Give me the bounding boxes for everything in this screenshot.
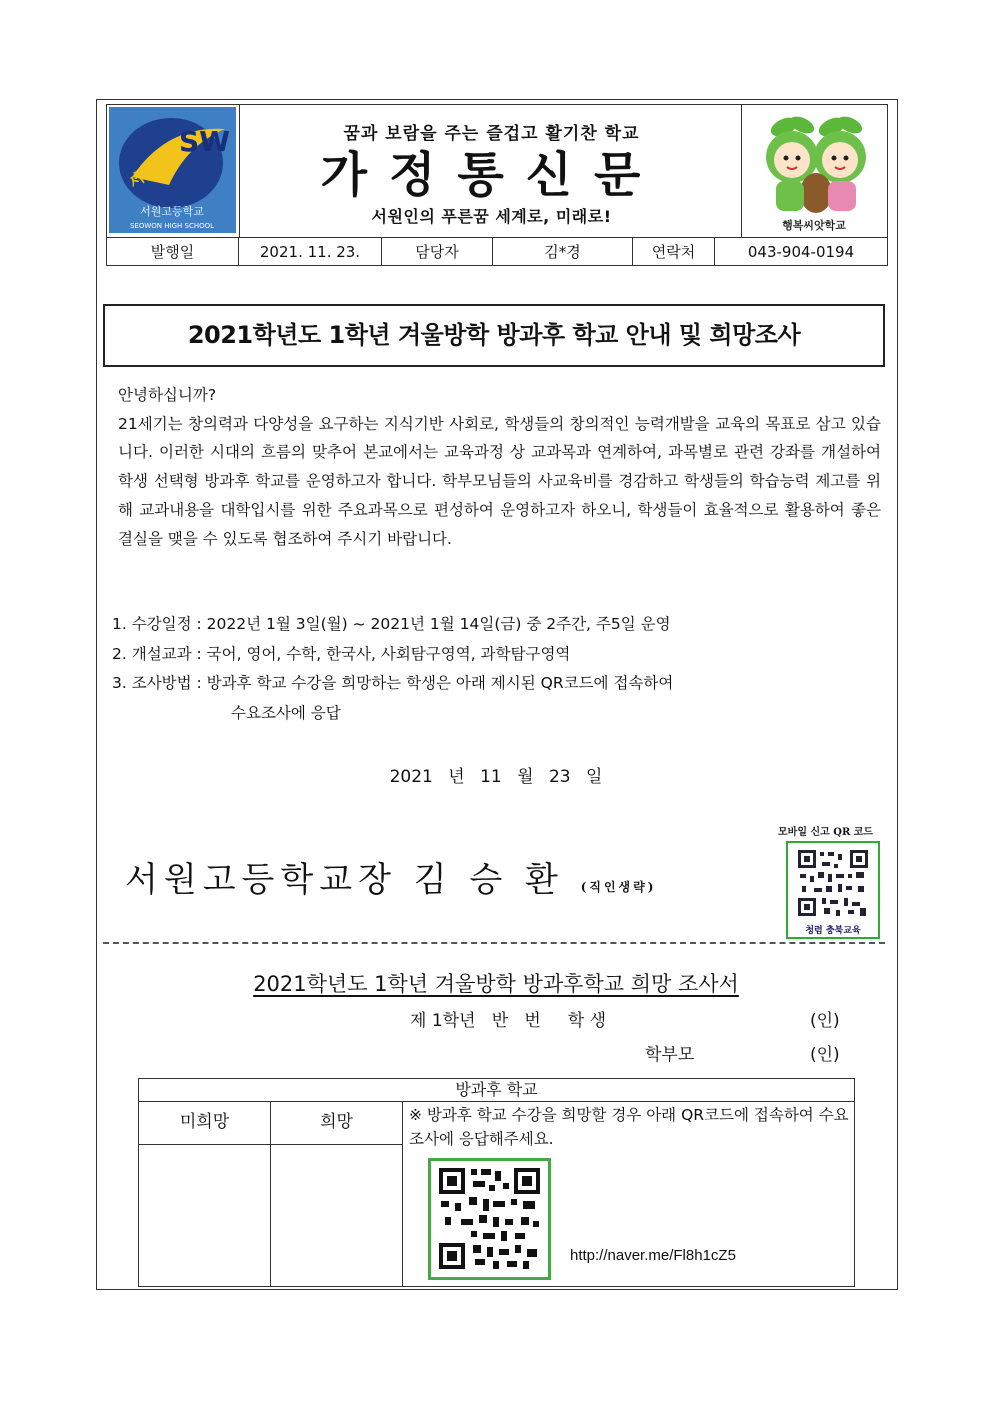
logo-caption-en: SEOWON HIGH SCHOOL <box>129 222 215 230</box>
parent-sign-mark: (인) <box>810 1045 840 1065</box>
notice-item-subjects: 2. 개설교과 : 국어, 영어, 수학, 한국사, 사회탐구영역, 과학탐구영역 <box>112 644 571 663</box>
logo-letters: SW <box>179 125 231 158</box>
issue-date-label: 발행일 <box>107 238 239 266</box>
notice-items <box>112 610 882 728</box>
notice-date: 2021 년 11 월 23 일 <box>389 767 603 787</box>
logo-school-name: 서원고 <box>125 150 170 193</box>
student-info-line: 제 1학년 반 번 학 생 <box>410 1011 607 1031</box>
notice-title: 2021학년도 1학년 겨울방학 방과후 학교 안내 및 희망조사 <box>103 304 885 367</box>
issue-info-row <box>107 237 887 266</box>
newsletter-title: 가정통신문 <box>320 147 663 203</box>
manager-name: 김*경 <box>493 238 633 266</box>
mascot-logo <box>741 105 887 237</box>
contact-number: 043-904-0194 <box>747 243 855 261</box>
survey-title <box>0 968 992 998</box>
student-sign-mark: (인) <box>810 1011 840 1031</box>
contact-label: 연락처 <box>633 238 715 266</box>
greeting: 안녕하십니까? <box>118 386 217 404</box>
report-qr-code[interactable] <box>786 841 880 939</box>
survey-qr-code[interactable] <box>428 1158 551 1280</box>
principal-name: 서원고등학교장 김 승 환 <box>125 860 564 900</box>
qr-report-footer: 청렴 충북교육 <box>805 926 861 936</box>
notice-item-method: 3. 조사방법 : 방과후 학교 수강을 희망하는 학생은 아래 제시된 QR코드에 접속하여 <box>112 674 674 692</box>
school-slogan: 서원인의 푸른꿈 세계로, 미래로! <box>371 207 612 226</box>
principal-signature <box>125 852 656 901</box>
qr-report-label: 모바일 신고 QR 코드 <box>778 827 874 838</box>
survey-table <box>138 1078 855 1287</box>
parent-info-line: 학부모 <box>645 1045 695 1065</box>
cut-line <box>103 942 885 944</box>
seal-note: (직인생략) <box>580 880 657 894</box>
survey-title-text: 2021학년도 1학년 겨울방학 방과후학교 희망 조사서 <box>253 972 739 996</box>
school-motto: 꿈과 보람을 주는 즐겁고 활기찬 학교 <box>343 124 640 144</box>
notice-item-method-cont: 수요조사에 응답 <box>231 703 341 722</box>
notice-item-schedule: 1. 수강일정 : 2022년 1월 3일(월) ~ 2021년 1월 14일(금) 중 2주간, 주5일 운영 <box>112 615 671 633</box>
not-wanted-check-cell[interactable] <box>139 1145 270 1285</box>
survey-url[interactable]: http://naver.me/Fl8h1cZ5 <box>570 1247 736 1264</box>
survey-table-header: 방과후 학교 <box>139 1079 854 1102</box>
column-label-wanted: 희망 <box>271 1101 402 1145</box>
column-wanted <box>271 1101 403 1286</box>
wanted-check-cell[interactable] <box>271 1145 402 1285</box>
issue-date: 2021. 11. 23. <box>239 238 382 266</box>
header-title-area <box>240 105 743 237</box>
survey-note: ※ 방과후 학교 수강을 희망할 경우 아래 QR코드에 접속하여 수요조사에 응답해주세요. <box>409 1106 849 1148</box>
notice-body <box>118 381 881 553</box>
mascot-caption: 행복씨앗학교 <box>782 219 846 232</box>
column-not-wanted <box>139 1101 271 1286</box>
school-logo <box>107 105 240 237</box>
notice-paragraph: 21세기는 창의력과 다양성을 요구하는 지식기반 사회로, 학생들의 창의적인 능력개발을 교육의 목표로 삼고 있습니다. 이러한 시대의 흐름의 맞추어 본교에서는 교육과정 상 교과목과 연계하여, 과목별로 관련 강좌를 개설하여 학생 선택형 방과후 학교를 운영하고자 합니다. 학부모님들의 사교육비를 경감하고 학생들의 학습능력 제고를 위해 교과내용을 대학입시를 위한 주요과목으로 편성하여 운영하고자 하오니, 학생들이 효율적으로 활용하여 좋은 결실을 맺을 수 있도록 협조하여 주시기 바랍니다. <box>118 414 881 548</box>
logo-caption-kr: 서원고등학교 <box>140 205 204 218</box>
manager-label: 담당자 <box>382 238 493 266</box>
column-label-not-wanted: 미희망 <box>139 1101 270 1145</box>
newsletter-header <box>106 104 888 266</box>
